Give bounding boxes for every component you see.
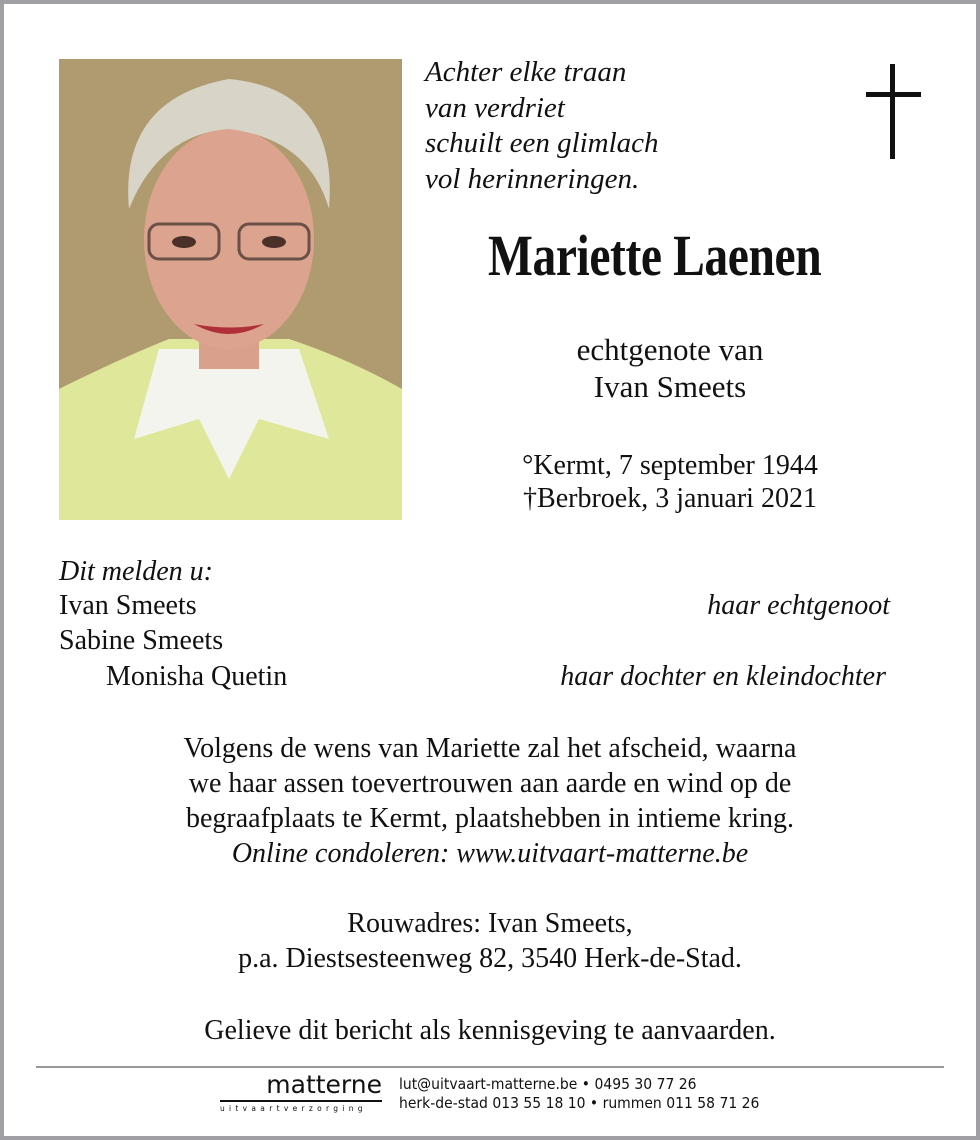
contact-line: lut@uitvaart-matterne.be • 0495 30 77 26 [399, 1075, 697, 1093]
poem-line: vol herinneringen. [425, 162, 640, 195]
spouse-line: echtgenote van [576, 332, 764, 367]
announcer-relation: haar dochter en kleindochter [560, 661, 886, 692]
message-line: begraafplaats te Kermt, plaatshebben in intieme kring. [185, 803, 794, 834]
message [40, 731, 940, 871]
announcer-name: Ivan Smeets [59, 590, 197, 621]
address-line: Rouwadres: Ivan Smeets, [347, 908, 633, 939]
matterne-logo [220, 1072, 382, 1113]
message-line: Volgens de wens van Mariette zal het afscheid, waarna [183, 733, 797, 764]
logo-text: matterne [266, 1070, 382, 1099]
dates [460, 449, 880, 515]
divider [36, 1066, 944, 1068]
announcer-relation: haar echtgenoot [707, 590, 890, 621]
deceased-name: Mariette Laenen [488, 223, 822, 288]
online-condolence: Online condoleren: www.uitvaart-matterne.be [231, 838, 749, 869]
poem-line: Achter elke traan [425, 56, 627, 88]
poem [425, 55, 659, 197]
announcers-heading: Dit melden u: [59, 556, 213, 587]
announcer-name: Sabine Smeets [59, 625, 224, 656]
closing-text: Gelieve dit bericht als kennisgeving te aanvaarden. [204, 1015, 776, 1046]
message-line: we haar assen toevertrouwen aan aarde en wind op de [188, 768, 792, 799]
cross-icon [866, 64, 921, 159]
poem-line: van verdriet [425, 91, 565, 124]
spouse-block [470, 331, 870, 405]
death-date: †Berbroek, 3 januari 2021 [523, 483, 817, 514]
portrait-photo [59, 59, 402, 520]
poem-line: schuilt een glimlach [425, 127, 659, 159]
address [40, 906, 940, 976]
footer-contact [399, 1075, 759, 1113]
spouse-name: Ivan Smeets [593, 369, 747, 404]
contact-line: herk-de-stad 013 55 18 10 • rummen 011 58 71 26 [399, 1094, 760, 1112]
address-line: p.a. Diestsesteenweg 82, 3540 Herk-de-Stad. [238, 943, 742, 974]
logo-subtext: uitvaartverzorging [220, 1104, 367, 1113]
announcer-name: Monisha Quetin [106, 661, 288, 692]
birth-date: °Kermt, 7 september 1944 [522, 450, 818, 481]
